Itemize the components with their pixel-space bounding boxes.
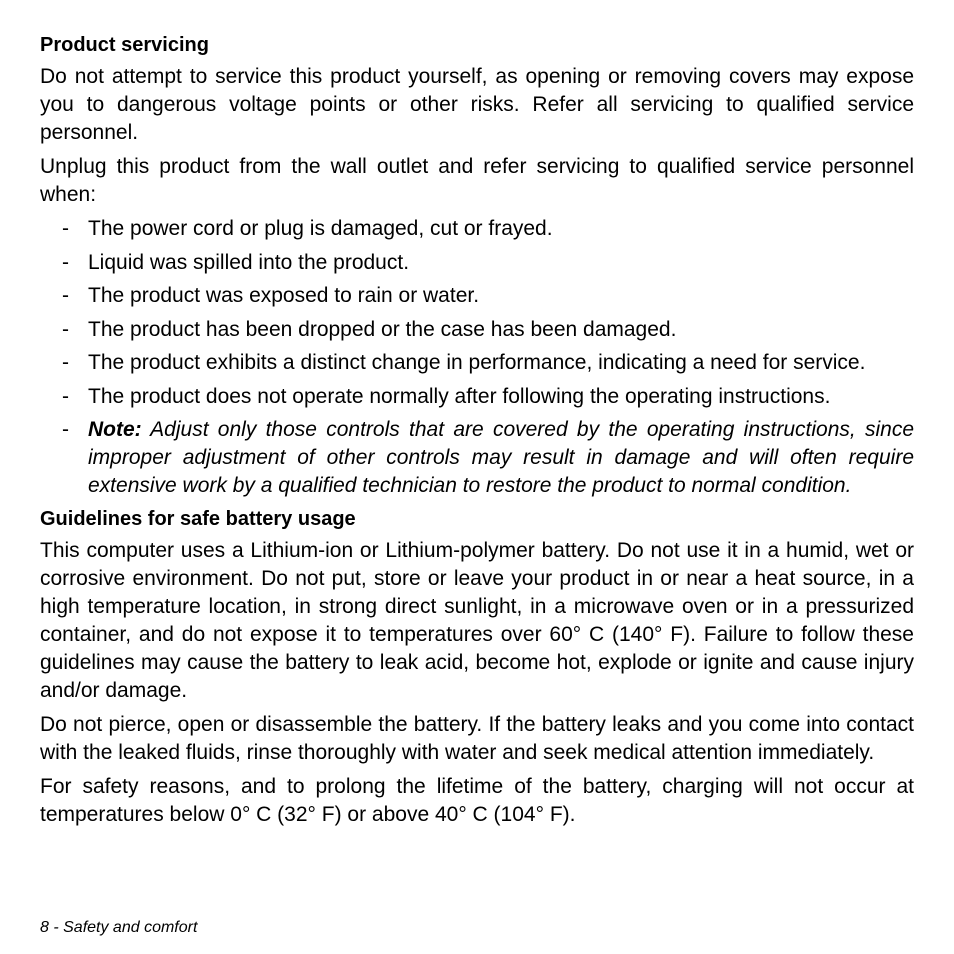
list-item: [40, 349, 914, 377]
dash-bullet: -: [62, 384, 69, 408]
list-item-text: The product does not operate normally after following the operating instructions.: [88, 384, 831, 408]
list-item: [40, 282, 914, 310]
product-servicing-paragraph-1: Do not attempt to service this product yourself, as opening or removing covers may expose you to dangerous voltage points or other risks. Refer all servicing to qualified service personnel.: [40, 65, 914, 144]
section-heading-product-servicing: Product servicing: [40, 34, 209, 56]
list-item-text: Liquid was spilled into the product.: [88, 250, 410, 274]
dash-bullet: -: [62, 250, 69, 274]
dash-bullet: -: [62, 351, 69, 374]
page-footer: 8 - Safety and comfort: [40, 919, 198, 936]
note-label: Note:: [88, 418, 142, 441]
list-item-text: The product exhibits a distinct change in performance, indicating a need for service.: [88, 351, 866, 374]
dash-bullet: -: [62, 284, 69, 307]
list-item: [40, 383, 914, 411]
note-list-item: [40, 416, 914, 500]
list-item-text: The power cord or plug is damaged, cut or frayed.: [88, 217, 553, 240]
list-item-text: The product has been dropped or the case has been damaged.: [88, 317, 677, 341]
servicing-conditions-list: [40, 215, 914, 500]
battery-paragraph-3: For safety reasons, and to prolong the lifetime of the battery, charging will not occur at temperatures below 0° C (32° F) or above 40° C (104° F).: [40, 775, 914, 826]
dash-bullet: -: [62, 317, 69, 341]
battery-paragraph-2: Do not pierce, open or disassemble the battery. If the battery leaks and you come into contact with the leaked fluids, rinse thoroughly with water and seek medical attention immediately.: [40, 713, 914, 764]
list-item-text: The product was exposed to rain or water.: [88, 284, 480, 307]
list-item: [40, 249, 914, 277]
dash-bullet: -: [62, 217, 69, 240]
list-item: [40, 215, 914, 243]
battery-paragraph-1: This computer uses a Lithium-ion or Lithium-polymer battery. Do not use it in a humid, wet or corrosive environment. Do not put, store or leave your product in or near a heat source, in a high temperature location, in strong direct sunlight, in a microwave oven or in a pressurized container, and do not expose it to temperatures over 60° C (140° F). Failure to follow these guidelines may cause the battery to leak acid, become hot, explode or ignite and cause injury and/or damage.: [40, 539, 914, 702]
page-content: [40, 32, 914, 835]
product-servicing-paragraph-2: Unplug this product from the wall outlet and refer servicing to qualified service personnel when:: [40, 155, 914, 206]
dash-bullet: -: [62, 418, 69, 441]
battery-section: [40, 506, 914, 829]
section-heading-battery: Guidelines for safe battery usage: [40, 508, 356, 530]
note-text: Adjust only those controls that are covered by the operating instructions, since improper adjustment of other controls may result in damage and will often require extensive work by a qualified technician to restore the product to normal condition.: [88, 418, 914, 497]
list-item: [40, 316, 914, 344]
